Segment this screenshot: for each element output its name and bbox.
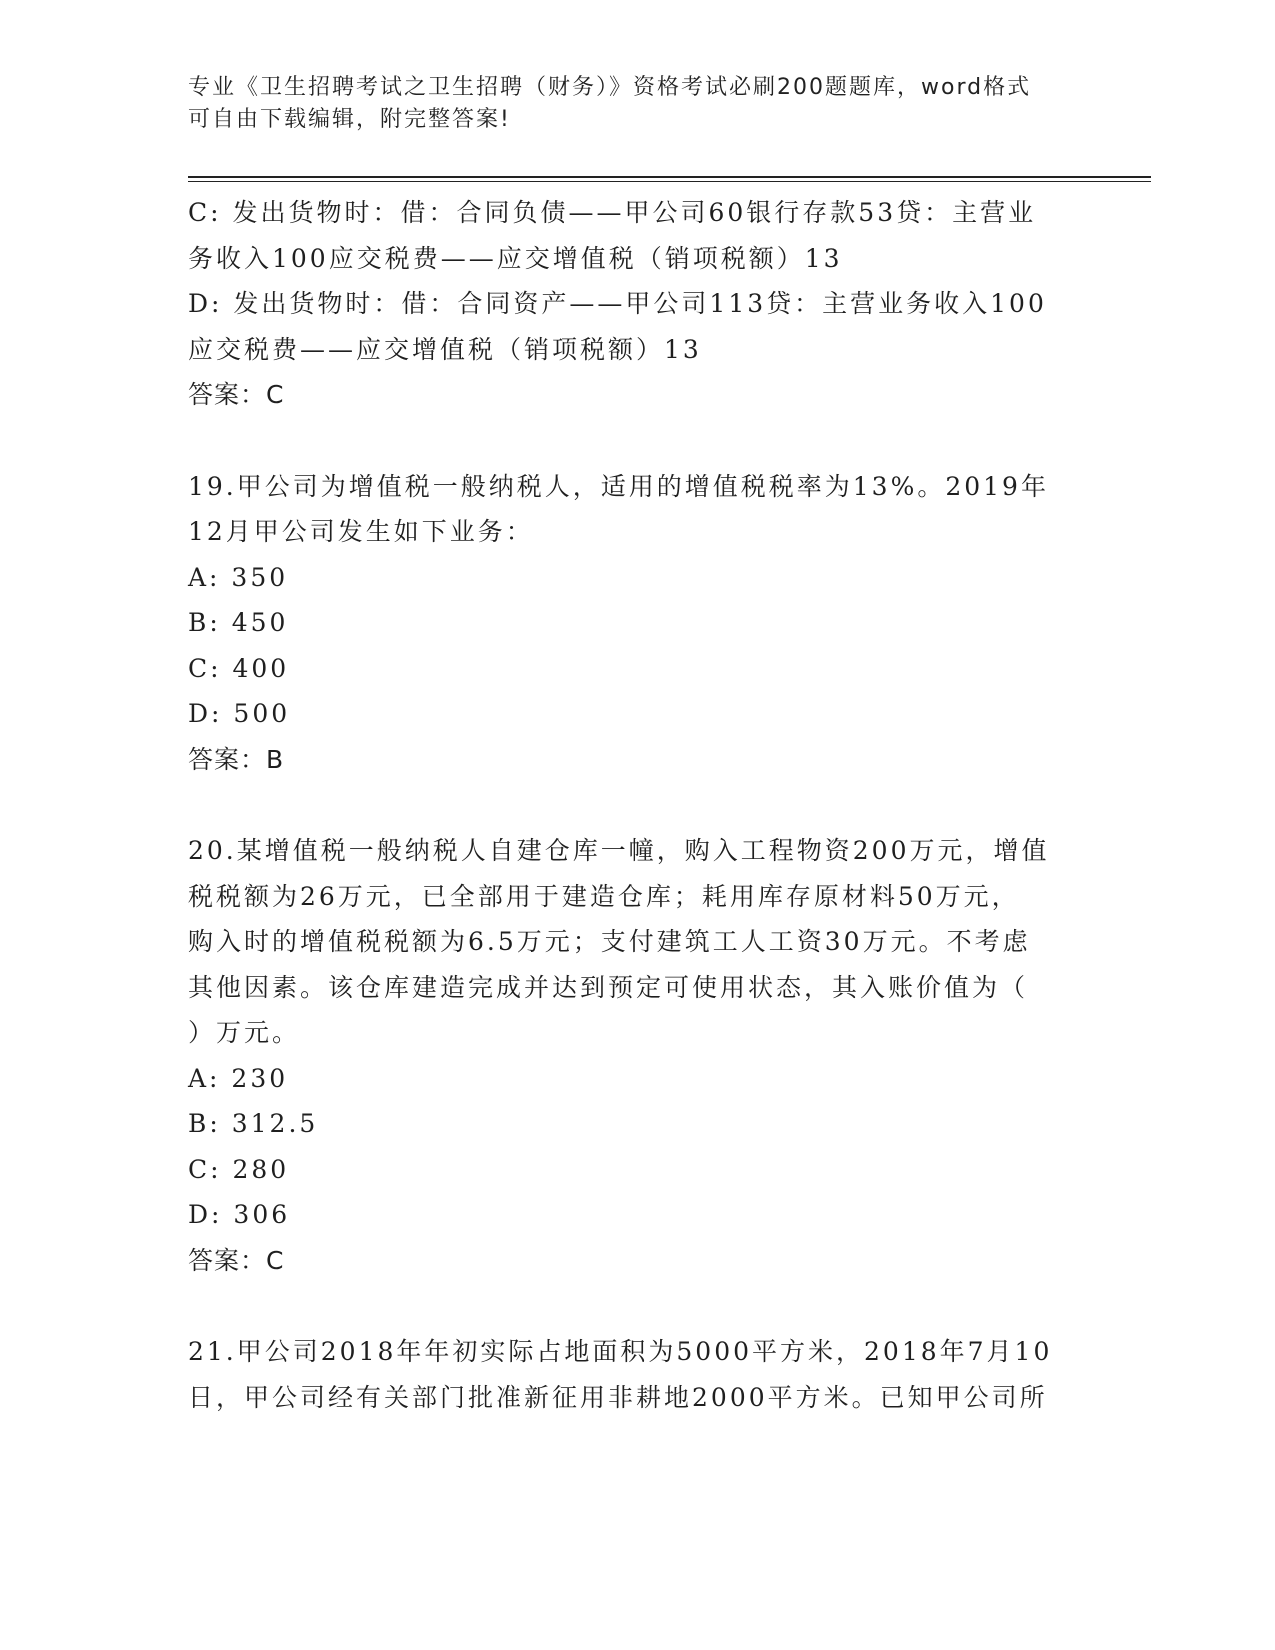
- question-20: [188, 828, 1078, 1283]
- option-c-line-1: C: 发出货物时：借：合同负债——甲公司60银行存款53贷：主营业: [188, 198, 1037, 227]
- question-19-option-b: B: 450: [188, 608, 289, 637]
- question-19-option-a: A: 350: [188, 562, 289, 592]
- question-21-line-2: 日，甲公司经有关部门批准新征用非耕地2000平方米。已知甲公司所: [188, 1382, 1048, 1412]
- prev-question: [188, 190, 1078, 418]
- spacer: [188, 418, 1078, 464]
- option-d-line-2: 应交税费——应交增值税（销项税额）13: [188, 334, 702, 364]
- question-19-line-2: 12月甲公司发生如下业务：: [188, 517, 534, 546]
- header-line-1: 专业《卫生招聘考试之卫生招聘（财务）》资格考试必刷200题题库，word格式: [188, 75, 1032, 100]
- question-20-line-1: 20.某增值税一般纳税人自建仓库一幢，购入工程物资200万元，增值: [188, 836, 1050, 865]
- document-body: [188, 190, 1078, 1420]
- question-21: [188, 1329, 1078, 1420]
- answer-line: 答案：C: [188, 380, 285, 409]
- question-20-option-d: D: 306: [188, 1200, 291, 1229]
- question-20-option-a: A: 230: [188, 1063, 289, 1093]
- question-20-answer: 答案：C: [188, 1245, 285, 1275]
- question-19-option-c: C: 400: [188, 653, 290, 683]
- spacer: [188, 1283, 1078, 1329]
- header-line-2: 可自由下载编辑，附完整答案!: [188, 107, 511, 132]
- question-20-line-2: 税税额为26万元，已全部用于建造仓库；耗用库存原材料50万元，: [188, 881, 1020, 911]
- question-20-option-b: B: 312.5: [188, 1109, 319, 1138]
- question-20-line-3: 购入时的增值税税额为6.5万元；支付建筑工人工资30万元。不考虑: [188, 927, 1031, 956]
- header-rule-thick: [188, 176, 1151, 178]
- question-19-answer: 答案：B: [188, 744, 285, 774]
- option-d-line-1: D: 发出货物时：借：合同资产——甲公司113贷：主营业务收入100: [188, 289, 1047, 318]
- question-19-option-d: D: 500: [188, 699, 291, 728]
- question-19: [188, 464, 1078, 783]
- question-20-option-c: C: 280: [188, 1154, 290, 1184]
- question-21-line-1: 21.甲公司2018年年初实际占地面积为5000平方米，2018年7月10: [188, 1337, 1053, 1366]
- spacer: [188, 782, 1078, 828]
- question-20-line-4: 其他因素。该仓库建造完成并达到预定可使用状态，其入账价值为（: [188, 972, 1029, 1002]
- option-c-line-2: 务收入100应交税费——应交增值税（销项税额）13: [188, 243, 843, 273]
- document-header: [188, 72, 1088, 136]
- question-19-line-1: 19.甲公司为增值税一般纳税人，适用的增值税税率为13%。2019年: [188, 471, 1049, 501]
- header-rule-thin: [188, 181, 1151, 182]
- question-20-line-5: ）万元。: [188, 1018, 301, 1047]
